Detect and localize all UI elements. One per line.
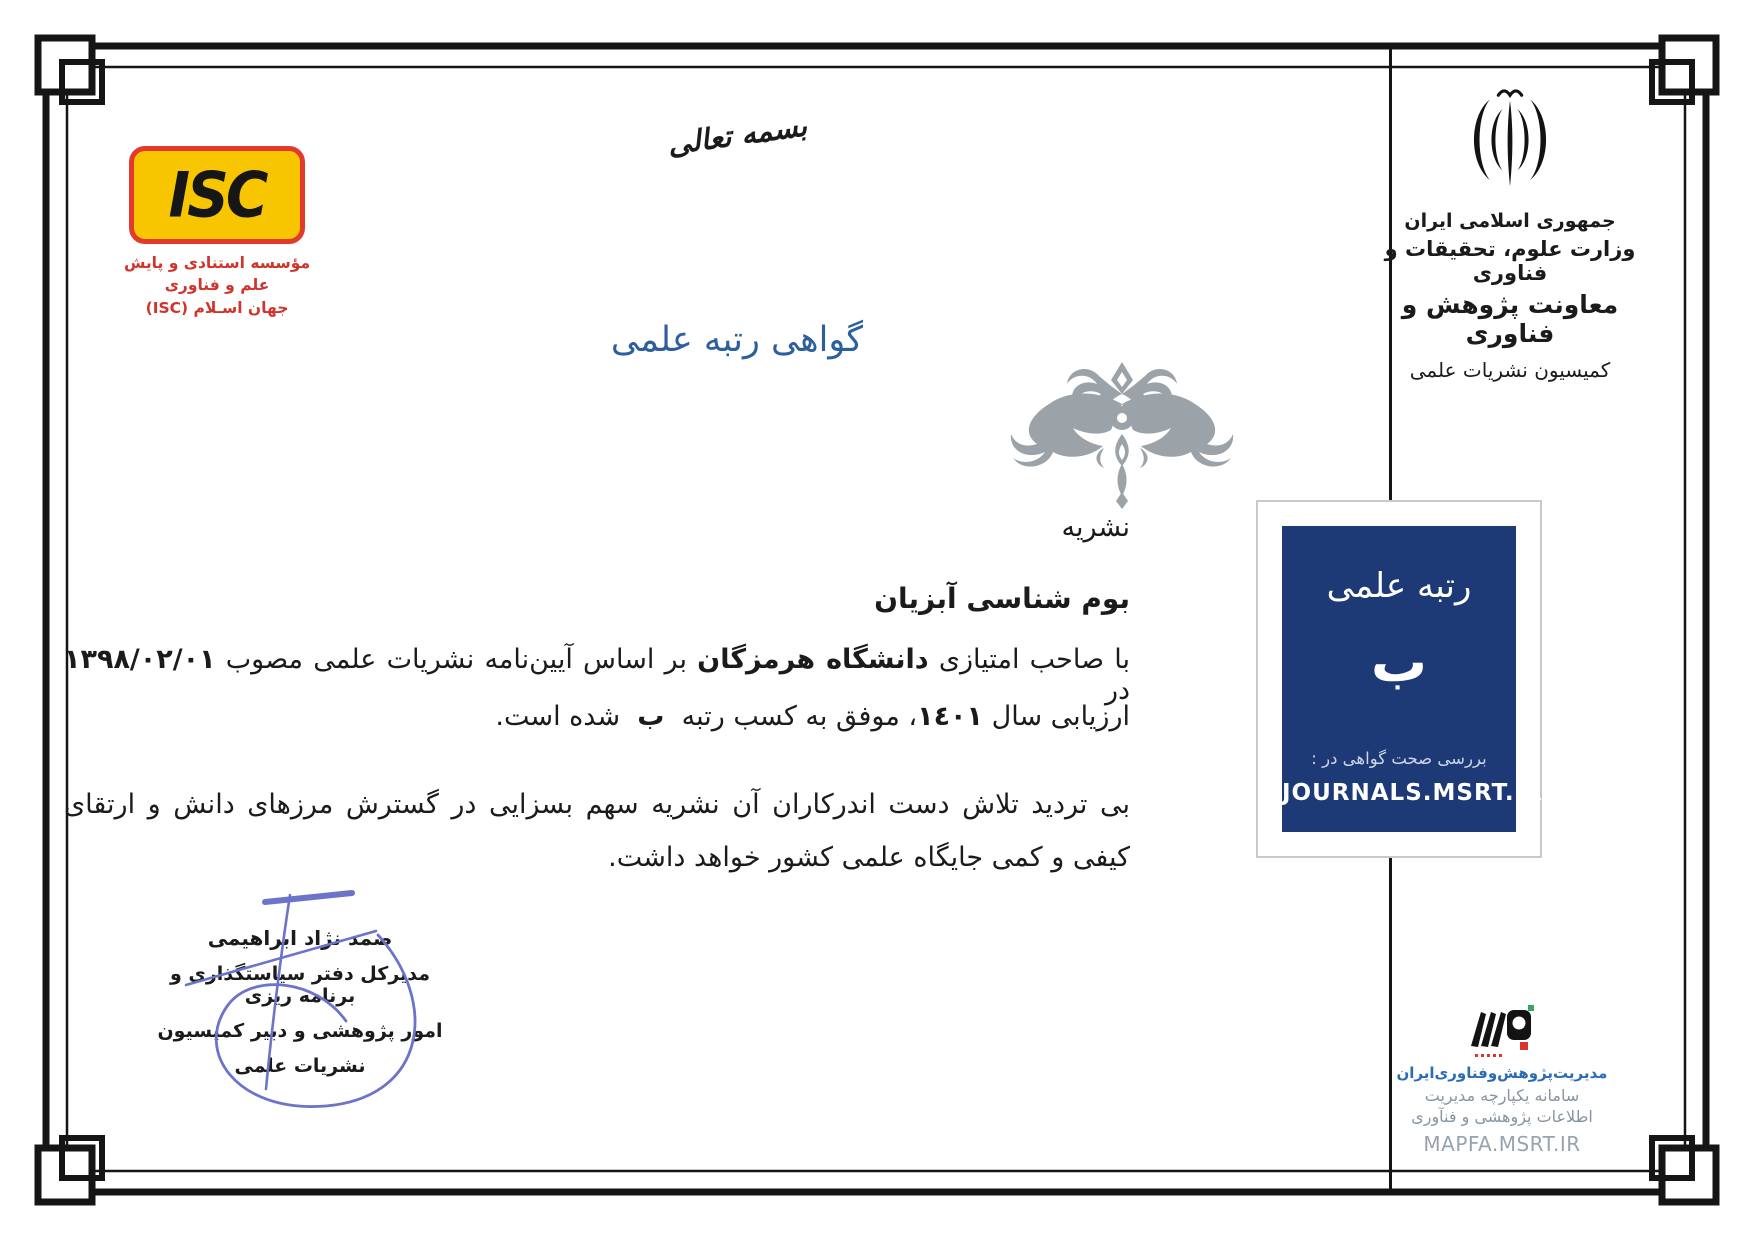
body-paragraph2-line2: کیفی و کمی جایگاه علمی کشور خواهد داشت. [608, 842, 1130, 873]
journal-label: نشریه [1061, 512, 1130, 543]
mapfa-footer [1372, 1004, 1632, 1156]
journal-name: بوم شناسی آبزیان [874, 582, 1130, 615]
rank-card-title: رتبه علمی [1326, 566, 1472, 606]
body-line-result [64, 701, 1130, 732]
line4-post: شده است. [495, 701, 638, 732]
mapfa-brand: مدیریت‌پژوهش‌وفناوری‌ایران [1396, 1064, 1608, 1082]
signatory-role3: نشریات علمی [234, 1055, 366, 1077]
verify-label: بررسی صحت گواهی در : [1311, 749, 1487, 768]
isc-caption-line1: مؤسسه استنادی و پایش علم و فناوری [123, 254, 311, 295]
signatory-name: صمد نژاد ابراهیمی [207, 926, 393, 950]
line4-pre: ارزیابی سال [983, 701, 1130, 732]
evaluation-year: ۱٤۰۱ [917, 701, 984, 732]
isc-caption [110, 252, 324, 319]
iran-emblem-icon [1457, 86, 1563, 204]
mapfa-line1: سامانه یکپارچه مدیریت [1424, 1086, 1580, 1105]
rank-card-inner [1282, 526, 1543, 832]
isc-caption-line2: جهان اسـلام (ISC) [145, 298, 289, 317]
page-title: گواهی رتبه علمی [610, 320, 864, 360]
rank-card [1256, 500, 1542, 858]
line3-mid: بر اساس آیین‌نامه نشریات علمی مصوب [215, 644, 698, 675]
besmellah-calligraphy: بسمه تعالی [665, 108, 809, 162]
body-line-ownership [64, 644, 1130, 706]
signatory-role1: مدیرکل دفتر سیاستگذاری و برنامه ریزی [169, 963, 431, 1007]
ministry-line1: جمهوری اسلامی ایران [1404, 210, 1616, 232]
verify-url: JOURNALS.MSRT.IR [1282, 780, 1543, 806]
rank-letter-inline: ب [637, 701, 665, 732]
signatory-role2: امور پژوهشی و دبیر کمیسیون [157, 1020, 443, 1042]
ministry-line3: معاونت پژوهش و فناوری [1401, 290, 1619, 348]
signature-block [150, 926, 450, 1077]
isc-acronym: ISC [168, 158, 266, 232]
ornament-motif-icon [237, 360, 1237, 510]
ministry-header [1360, 86, 1660, 382]
line3-pre: با صاحب امتیازی [928, 644, 1130, 675]
mapfa-logo-icon [1469, 1004, 1535, 1062]
line3-post: در [1104, 675, 1130, 706]
university-name: دانشگاه هرمزگان [697, 644, 929, 675]
mapfa-line2: اطلاعات پژوهشی و فنآوری [1411, 1107, 1593, 1126]
body-paragraph2-line1: بی تردید تلاش دست اندرکاران آن نشریه سهم بسزایی در گسترش مرزهای دانش و ارتقای [64, 789, 1130, 820]
isc-logo-box [129, 146, 305, 244]
mapfa-url: MAPFA.MSRT.IR [1423, 1132, 1581, 1156]
ministry-line2: وزارت علوم، تحقیقات و فناوری [1384, 237, 1636, 285]
rank-card-letter: ب [1370, 630, 1428, 695]
ministry-line4: کمیسیون نشریات علمی [1409, 358, 1611, 382]
isc-logo [110, 146, 324, 319]
line4-mid: ، موفق به کسب رتبه [664, 701, 918, 732]
regulation-date: ۱۳۹۸/۰۲/۰۱ [64, 644, 216, 675]
